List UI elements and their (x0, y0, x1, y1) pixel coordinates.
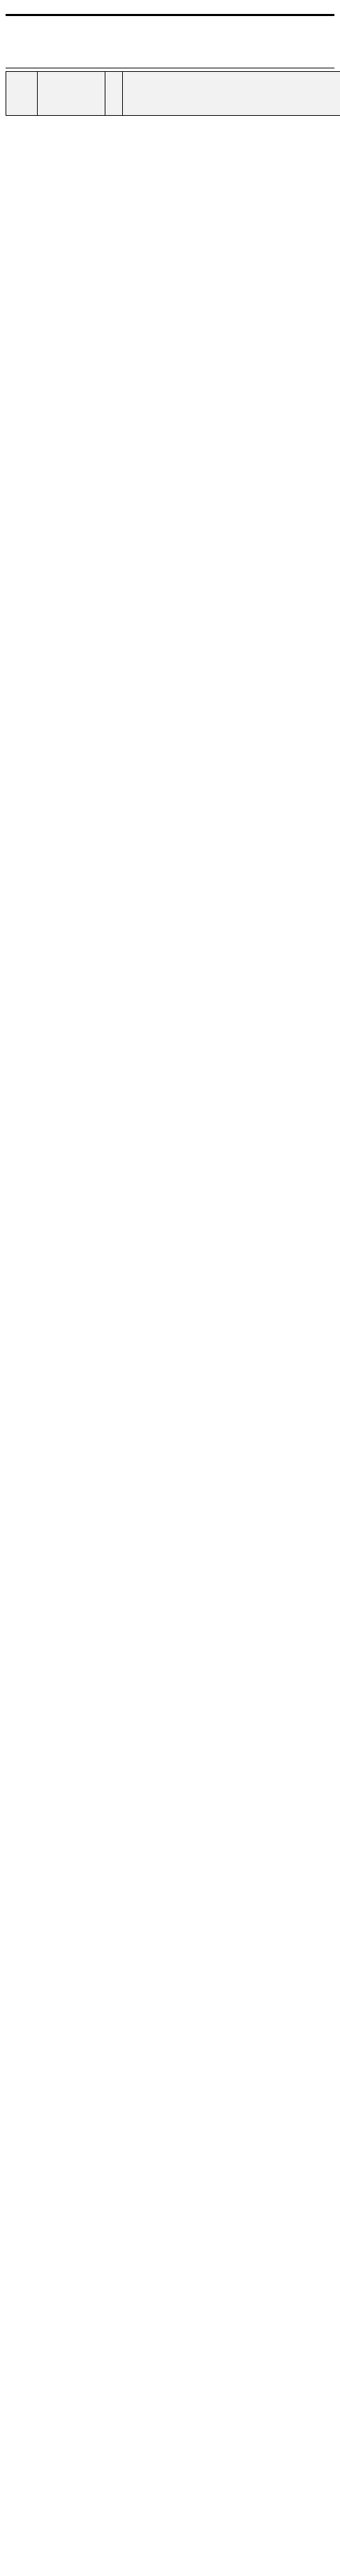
column-header-settlement (105, 72, 123, 116)
polling-stations-table (6, 71, 340, 116)
document-heading (6, 19, 334, 68)
newspaper-masthead (6, 4, 334, 16)
table-header-row (6, 72, 340, 116)
column-header-number (6, 72, 38, 116)
column-header-boundaries (123, 72, 340, 116)
column-header-location (38, 72, 105, 116)
